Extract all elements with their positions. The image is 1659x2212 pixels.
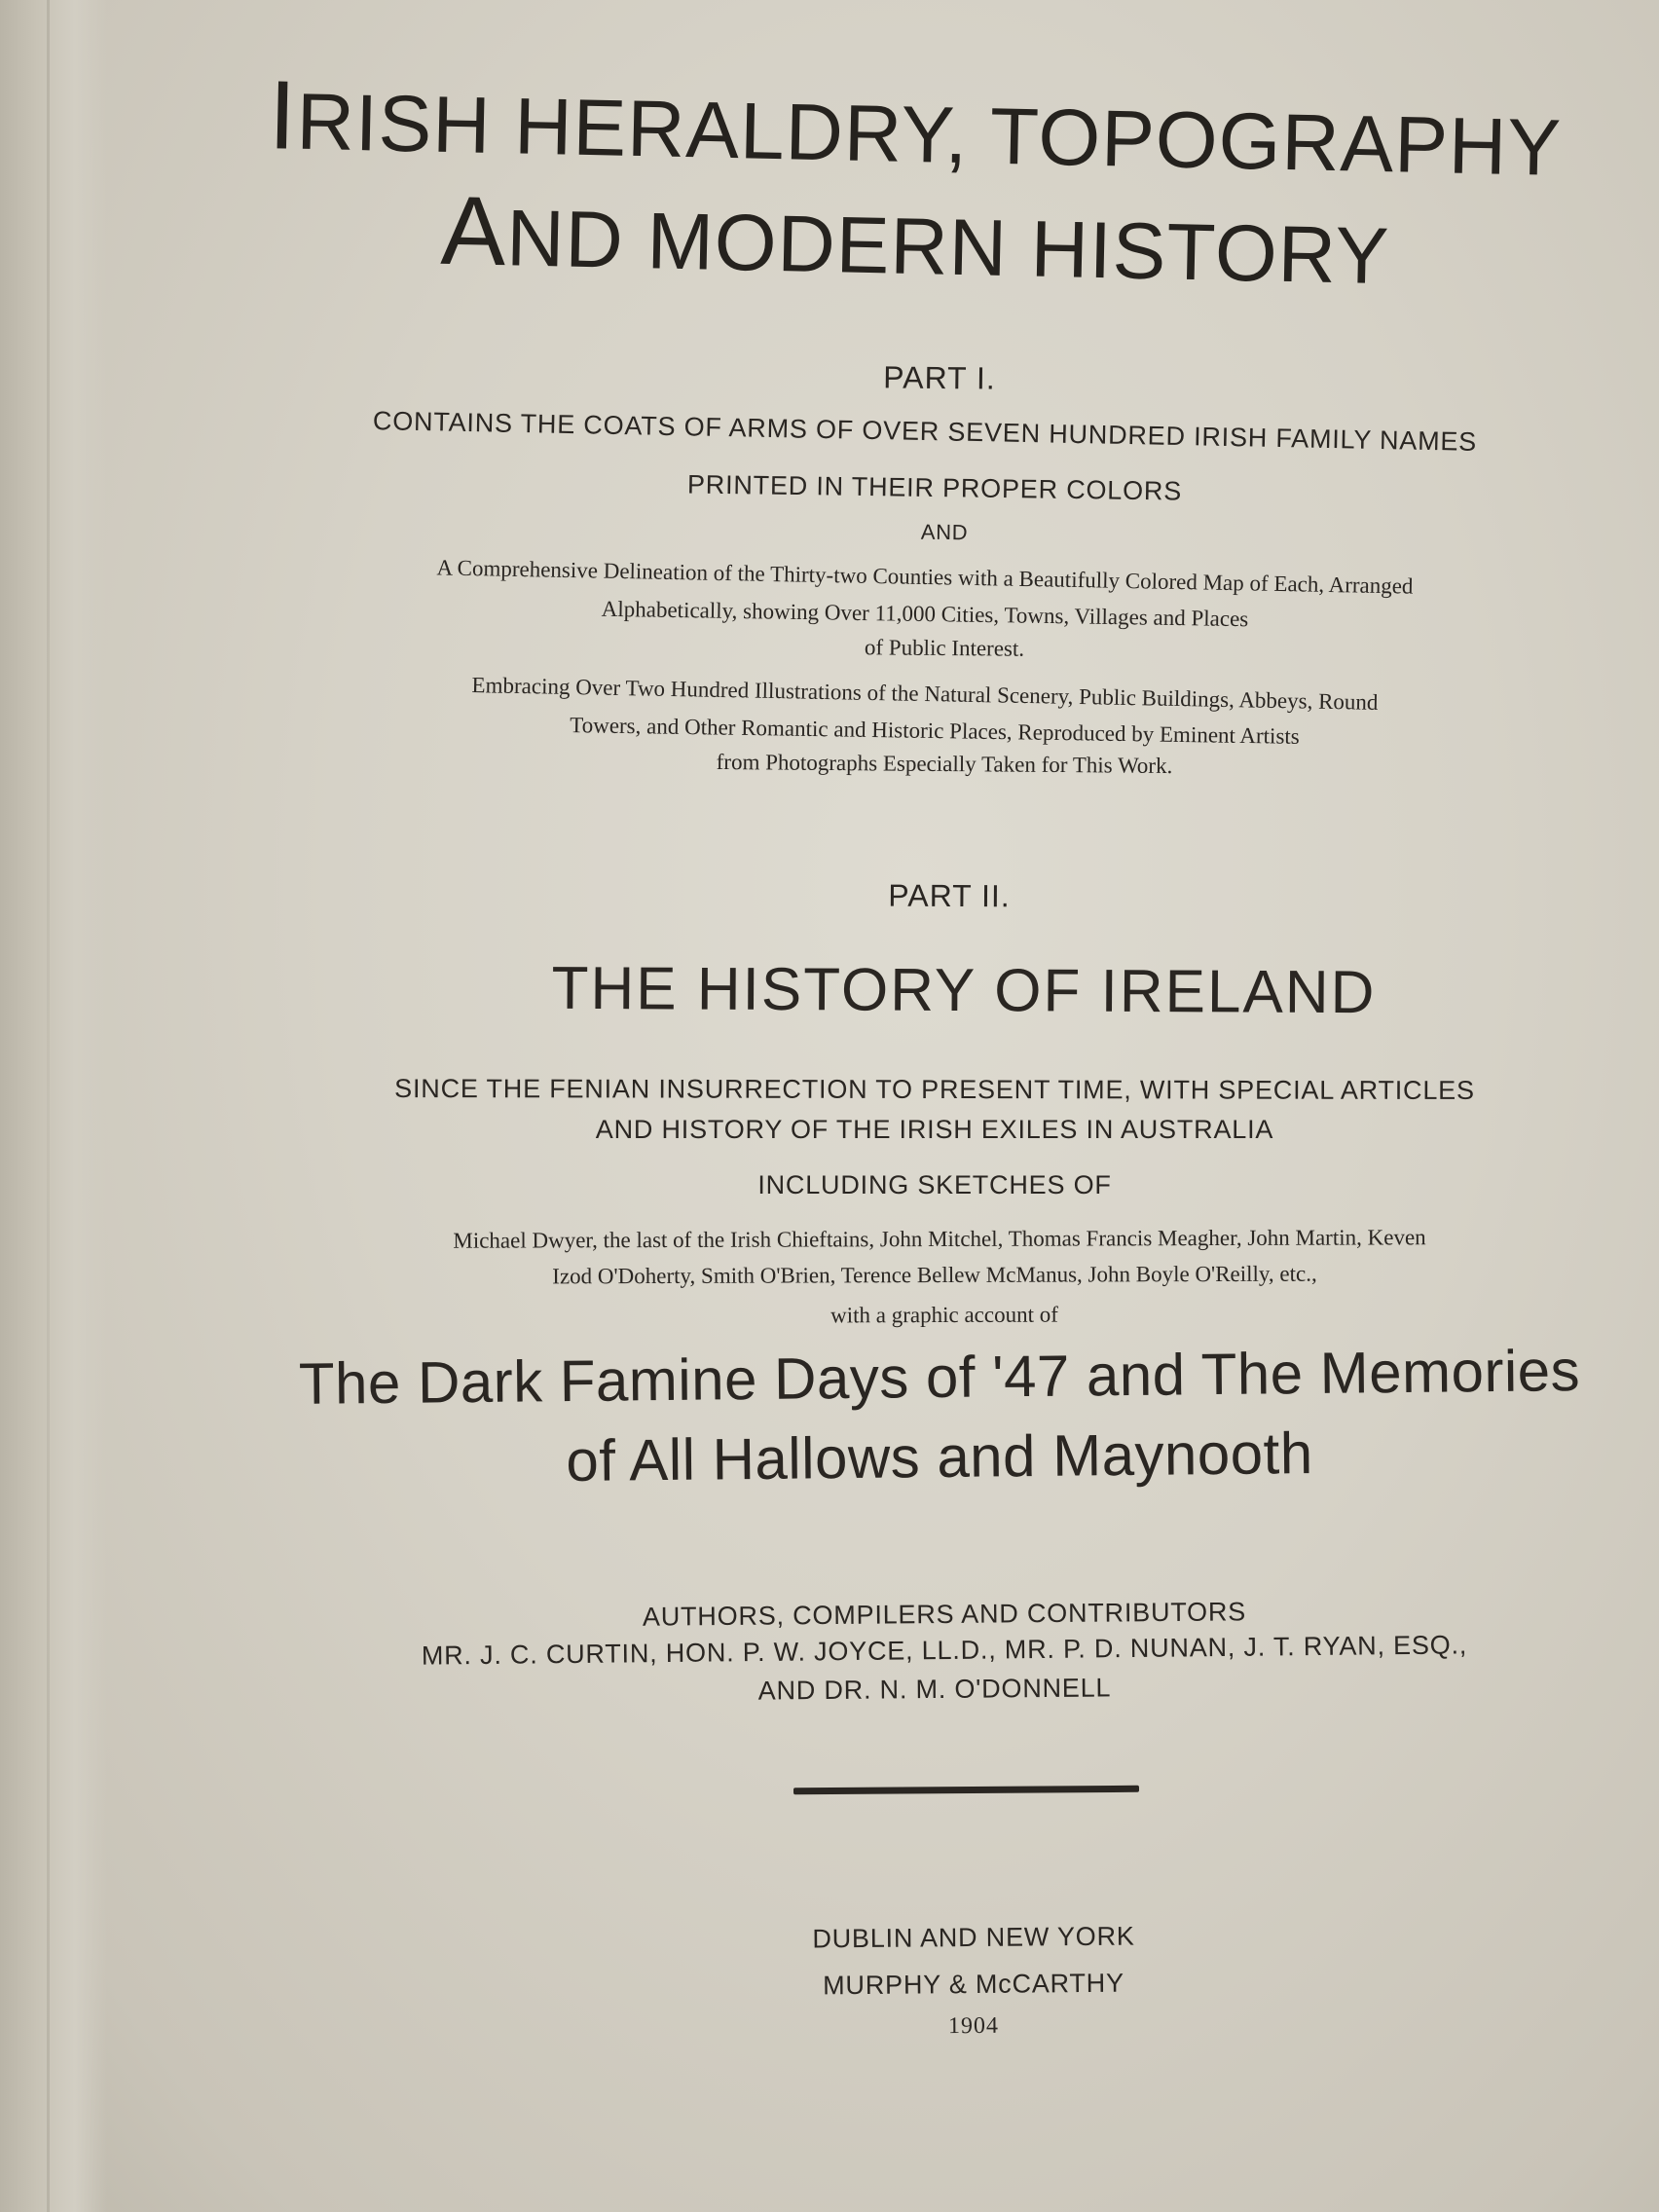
part-1-and: AND (920, 519, 969, 545)
part-1-contains-line-2: PRINTED IN THEIR PROPER COLORS (686, 469, 1183, 506)
part-2-label: PART II. (888, 877, 1011, 914)
part-2-including: INCLUDING SKETCHES OF (757, 1170, 1112, 1199)
part-2-graphic-account: with a graphic account of (830, 1302, 1058, 1328)
authors-label: AUTHORS, COMPILERS AND CONTRIBUTORS (642, 1597, 1247, 1632)
authors-names-line-2: AND DR. N. M. O'DONNELL (757, 1673, 1112, 1706)
book-title-line-1: IRISH HERALDRY, TOPOGRAPHY (267, 60, 1563, 193)
part-2-famine-line-1: The Dark Famine Days of '47 and The Memories (298, 1338, 1581, 1417)
imprint-publisher: MURPHY & McCARTHY (823, 1968, 1124, 2001)
binding-edge (47, 0, 50, 2212)
part-1-description-1-line-1: A Comprehensive Delineation of the Thirty-two Counties with a Beautifully Colored Map of Each, Arranged (436, 555, 1414, 599)
imprint-year: 1904 (947, 2012, 1000, 2040)
imprint-place: DUBLIN AND NEW YORK (812, 1921, 1135, 1954)
decorative-rule (793, 1786, 1139, 1794)
part-2-since-line-1: SINCE THE FENIAN INSURRECTION TO PRESENT TIME, WITH SPECIAL ARTICLES (394, 1074, 1475, 1105)
part-2-heading: THE HISTORY OF IRELAND (551, 954, 1377, 1027)
authors-names-line-1: MR. J. C. CURTIN, HON. P. W. JOYCE, LL.D., MR. P. D. NUNAN, J. T. RYAN, ESQ., (421, 1630, 1468, 1671)
part-1-description-2-line-1: Embracing Over Two Hundred Illustrations of the Natural Scenery, Public Buildings, Abbeys, Round (471, 673, 1379, 715)
part-1-description-1-line-3: of Public Interest. (864, 635, 1025, 661)
part-1-contains-line-1: CONTAINS THE COATS OF ARMS OF OVER SEVEN HUNDRED IRISH FAMILY NAMES (372, 406, 1478, 457)
book-title-line-2: AND MODERN HISTORY (439, 175, 1391, 302)
part-1-label: PART I. (883, 359, 996, 396)
part-2-names-line-2: Izod O'Doherty, Smith O'Brien, Terence Bellew McManus, John Boyle O'Reilly, etc., (552, 1261, 1317, 1289)
part-2-since-line-2: AND HISTORY OF THE IRISH EXILES IN AUSTRALIA (595, 1115, 1274, 1144)
part-1-description-2-line-3: from Photographs Especially Taken for This Work. (716, 749, 1173, 779)
binding-gutter (0, 0, 107, 2212)
part-1-description-2-line-2: Towers, and Other Romantic and Historic Places, Reproduced by Eminent Artists (570, 713, 1300, 749)
part-2-names-line-1: Michael Dwyer, the last of the Irish Chieftains, John Mitchel, Thomas Francis Meagher, John Martin, Keven (453, 1225, 1426, 1253)
part-2-famine-line-2: of All Hallows and Maynooth (566, 1419, 1313, 1494)
part-1-description-1-line-2: Alphabetically, showing Over 11,000 Cities, Towns, Villages and Places (601, 596, 1249, 632)
